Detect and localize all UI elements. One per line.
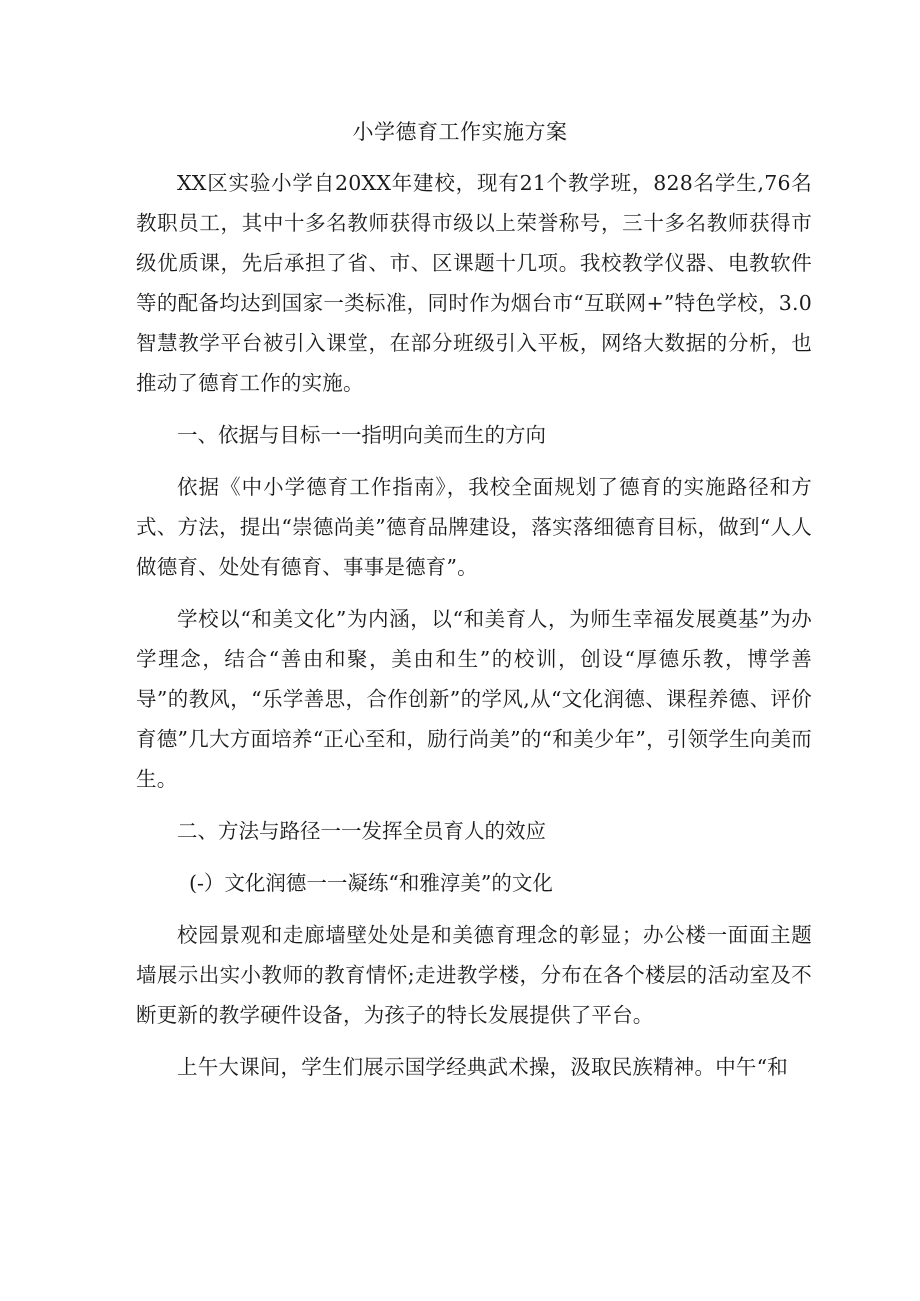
paragraph-morning-break: 上午大课间，学生们展示国学经典武术操，汲取民族精神。中午“和 <box>177 1055 788 1079</box>
document-title: 小学德育工作实施方案 <box>352 120 568 144</box>
paragraph-school-overview: XX区实验小学自20XX年建校，现有21个教学班，828名学生,76名教职员工，其中十多名教师获得市级以上荣誉称号，三十多名教师获得市级优质课，先后承担了省、市、区课题十几项。我校教学仪器、电教软件等的配备均达到国家一类标准，同时作为烟台市“互联网+”特色学校，3.0智慧教学平台被引入课堂，在部分班级引入平板，网络大数据的分析，也推动了德育工作的实施。 <box>136 171 812 395</box>
section-heading-2: 二、方法与路径一一发挥全员育人的效应 <box>177 819 546 843</box>
paragraph-guideline: 依据《中小学德育工作指南》，我校全面规划了德育的实施路径和方式、方法，提出“崇德尚美”德育品牌建设，落实落细德育目标，做到“人人做德育、处处有德育、事事是德育”。 <box>136 475 812 579</box>
subsection-heading-1: (-）文化润德一一凝练“和雅淳美”的文化 <box>189 871 553 895</box>
paragraph-campus-landscape: 校园景观和走廊墙壁处处是和美德育理念的彰显；办公楼一面面主题墙展示出实小教师的教育情怀;走进教学楼，分布在各个楼层的活动室及不断更新的教学硬件设备，为孩子的特长发展提供了平台。 <box>136 923 812 1027</box>
document-body <box>136 163 812 1087</box>
section-heading-1: 一、依据与目标一一指明向美而生的方向 <box>177 423 546 447</box>
paragraph-school-culture: 学校以“和美文化”为内涵，以“和美育人，为师生幸福发展奠基”为办学理念，结合“善由和聚，美由和生”的校训，创设“厚德乐教，博学善导”的教风，“乐学善思，合作创新”的学风,从“文化润德、课程养德、评价育德”几大方面培养“正心至和，励行尚美”的“和美少年”，引领学生向美而生。 <box>136 607 812 791</box>
